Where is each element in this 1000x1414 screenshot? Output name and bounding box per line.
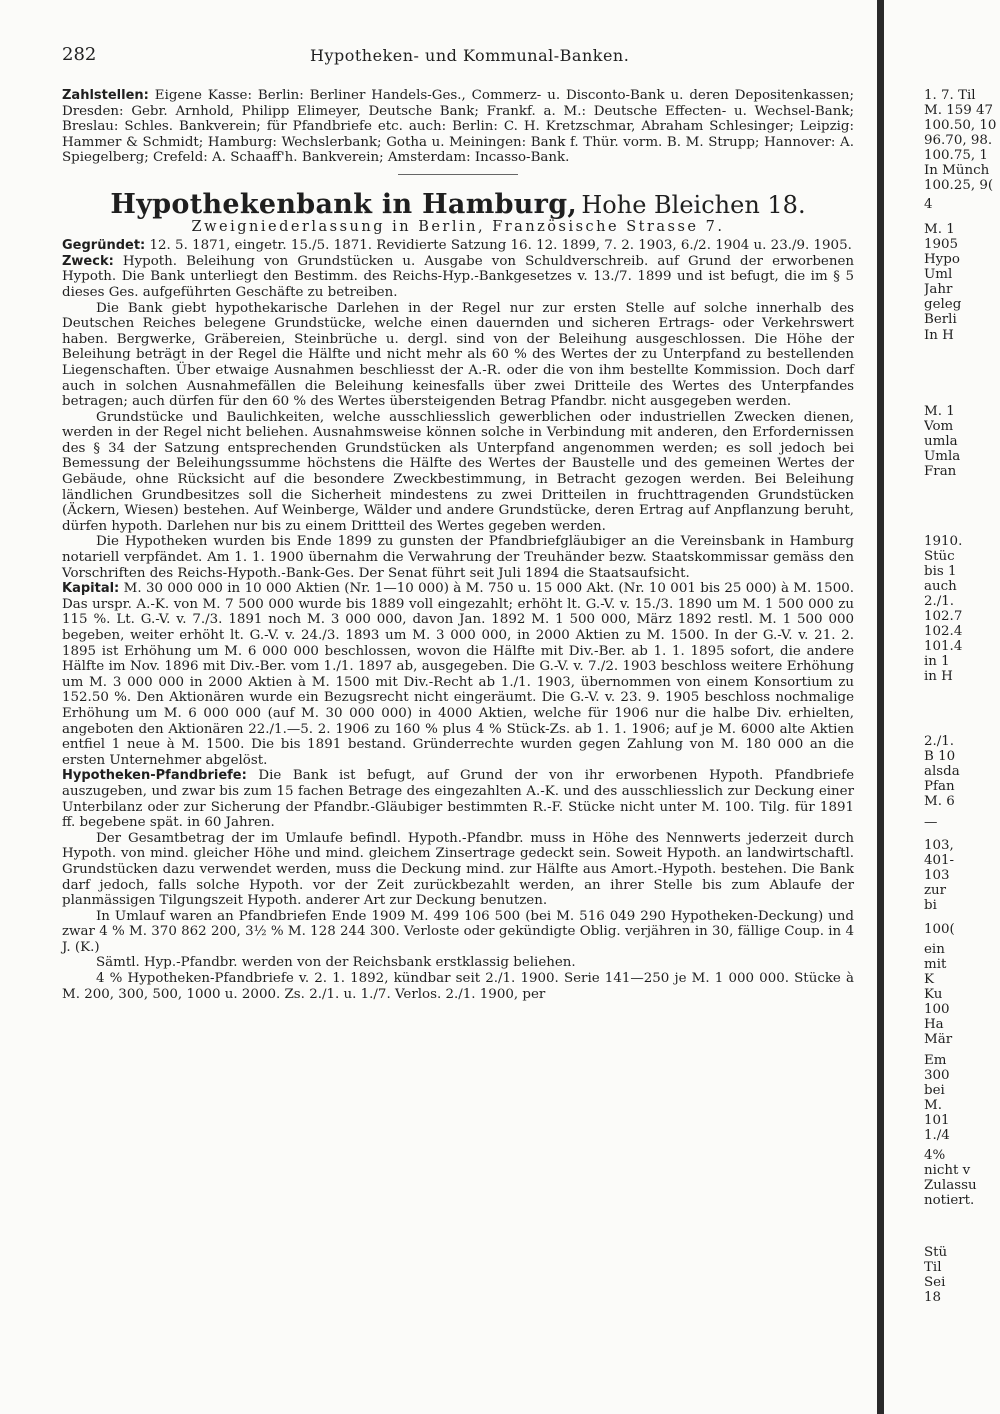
zweck-text: Hypoth. Beleihung von Grundstücken u. Ausgabe von Schuldverschreib. auf Grund der erworbenen Hypoth. Die Bank unterliegt den Bestimm. des Reichs-Hyp.-Bankgesetzes v. 13./7. 1899 und ist befugt, die im § 5 dieses Ges. aufgeführten Geschäfte zu betreiben. [62,253,854,300]
adjacent-page-fragment: bi [924,898,937,913]
kapital-text: M. 30 000 000 in 10 000 Aktien (Nr. 1—10 000) à M. 750 u. 15 000 Akt. (Nr. 10 001 bis 25 000) à M. 1500. Das urspr. A.-K. von M. 7 500 000 wurde bis 1889 voll eingezahlt; erhöht lt. G.-V. v. 15./3. 1890 um M. 1 500 000 zu 115 %. Lt. G.-V. v. 7./3. 1891 noch M. 3 000 000, davon Jan. 1892 M. 1 500 000, März 1892 restl. M. 1 500 000 begeben, weiter erhöht lt. G.-V. v. 24./3. 1893 um M. 3 000 000, in 2000 Aktien zu M. 1500. In der G.-V. v. 21. 2. 1895 ist Erhöhung um M. 6 000 000 beschlossen, wovon die Hälfte mit Div.-Ber. ab 1. 1. 1895 sofort, die andere Hälfte im Nov. 1896 mit Div.-Ber. vom 1./1. 1897 ab, ausgegeben. Die G.-V. v. 7./2. 1903 beschloss weitere Erhöhung um M. 3 000 000 in 2000 Aktien à M. 1500 mit Div.-Recht ab 1./1. 1903, übernommen von einem Konsortium zu 152.50 %. Den Aktionären wurde ein Bezugsrecht nicht eingeräumt. Die G.-V. v. 23. 9. 1905 beschloss nochmalige Erhöhung um M. 6 000 000 (auf M. 30 000 000) in 4000 Aktien, welche für 1906 nur die halbe Div. erhielten, angeboten den Aktionären 22./1.—5. 2. 1906 zu 160 % plus 4 % Stück-Zs. ab 1. 1. 1906; auf je M. 6000 alte Aktien entfiel 1 neue à M. 1500. Die bis 1891 bestand. Gründerrechte wurden gegen Zahlung von M. 180 000 an die ersten Unternehmer abgelöst. [62,581,854,768]
adjacent-page-fragment: M. 1 [924,404,955,419]
kapital-paragraph [62,581,854,768]
adjacent-page-fragment: Zulassu [924,1178,977,1193]
pfandbriefe-label: Hypotheken-Pfandbriefe: [62,768,247,784]
branch-line: Zweigniederlassung in Berlin, Französische Strasse 7. [191,218,725,235]
gegruendet-text: 12. 5. 1871, eingetr. 15./5. 1871. Revidierte Satzung 16. 12. 1899, 7. 2. 1903, 6./2. 1904 u. 23./9. 1905. [145,238,852,254]
adjacent-page-fragment: Til [924,1260,942,1275]
pfandbriefe-paragraph-3: In Umlauf waren an Pfandbriefen Ende 1909 M. 499 106 500 (bei M. 516 049 290 Hypotheken-Deckung) und zwar 4 % M. 370 862 200, 3½ % M. 128 244 300. Verloste oder gekündigte Oblig. verjähren in 30, fällige Coup. in 4 J. (K.) [62,908,854,955]
adjacent-page-fragment: 2./1. [924,594,955,609]
pfandbriefe-paragraph-5: 4 % Hypotheken-Pfandbriefe v. 2. 1. 1892, kündbar seit 2./1. 1900. Serie 141—250 je M. 1 000 000. Stücke à M. 200, 300, 500, 1000 u. 2000. Zs. 2./1. u. 1./7. Verlos. 2./1. 1900, per [62,971,854,1002]
pfandbriefe-paragraph [62,768,854,830]
running-title: Hypotheken- und Kommunal-Banken. [310,46,630,65]
zweck-label: Zweck: [62,253,114,269]
adjacent-page-fragment: 100.75, 1 [924,148,988,163]
adjacent-page-fragment: 1905 [924,237,959,252]
adjacent-page-fragment: Ku [924,987,943,1002]
pfandbriefe-paragraph-4: Sämtl. Hyp.-Pfandbr. werden von der Reichsbank erstklassig beliehen. [96,955,576,971]
adjacent-page-fragment: B 10 [924,749,956,764]
adjacent-page-fragment: M. 6 [924,794,955,809]
adjacent-page-fragment: bei [924,1083,945,1098]
adjacent-page-fragment: notiert. [924,1193,975,1208]
adjacent-page-fragment: Uml [924,267,953,282]
page-number: 282 [62,44,97,65]
adjacent-page-fragment: 18 [924,1290,942,1305]
adjacent-page-fragment: 1910. [924,534,963,549]
adjacent-page-fragment: In H [924,328,954,343]
adjacent-page-fragment: geleg [924,297,962,312]
section-divider [398,174,518,175]
gegruendet-paragraph [62,238,854,254]
adjacent-page-fragment: Fran [924,464,957,479]
adjacent-page-fragment: 103 [924,868,950,883]
adjacent-page-fragment: In Münch [924,163,990,178]
adjacent-page-fragment: 101.4 [924,639,963,654]
zweck-paragraph [62,254,854,301]
adjacent-page-fragment: 100( [924,922,955,937]
adjacent-page-fragment: in 1 [924,654,950,669]
zahlstellen-text: Eigene Kasse: Berlin: Berliner Handels-Ges., Commerz- u. Disconto-Bank u. deren Depositenkassen; Dresden: Gebr. Arnhold, Philipp Elimeyer, Deutsche Bank; Frankf. a. M.: Deutsche Effecten- u. Wechsel-Bank; Breslau: Schles. Bankverein; für Pfandbriefe etc. auch: Berlin: C. H. Kretzschmar, Abraham Schlesinger; Leipzig: Hammer & Schmidt; Hamburg: Wechslerbank; Gotha u. Meiningen: Bank f. Thür. vorm. B. M. Strupp; Hannover: A. Spiegelberg; Crefeld: A. Schaaff'h. Bankverein; Amsterdam: Incasso-Bank. [62,88,854,166]
bank-address: Hohe Bleichen 18. [581,190,806,219]
main-column [62,88,854,1002]
adjacent-page-fragment: 100.25, 9( [924,178,994,193]
section-heading [62,188,854,220]
adjacent-page-fragment: 1./4 [924,1128,950,1143]
adjacent-page-fragment: Stüc [924,549,955,564]
adjacent-page-fragment: Berli [924,312,957,327]
adjacent-page-fragment: in H [924,669,953,684]
zahlstellen-paragraph [62,88,854,166]
adjacent-page-fragment: ein [924,942,945,957]
adjacent-page-fragment: 102.7 [924,609,963,624]
bank-title: Hypothekenbank in Hamburg, [110,188,578,220]
adjacent-page-fragment: Em [924,1053,947,1068]
adjacent-page-fragment: umla [924,434,958,449]
adjacent-page-fragment: auch [924,579,957,594]
adjacent-page-fragment: M. 159 47 [924,103,994,118]
adjacent-page-fragment: 103, [924,838,954,853]
adjacent-page-fragment: Hypo [924,252,960,267]
gegruendet-label: Gegründet: [62,238,146,254]
adjacent-page-fragment: Mär [924,1032,953,1047]
adjacent-page-fragment: — [924,815,938,830]
adjacent-page-fragment: Pfan [924,779,955,794]
adjacent-page-fragment: mit [924,957,947,972]
adjacent-page-fragment: 102.4 [924,624,963,639]
adjacent-page-fragment: M. 1 [924,222,955,237]
adjacent-page-fragment: 4 [924,197,933,212]
binding-gutter [877,0,884,1414]
adjacent-page-fragment: 101 [924,1113,950,1128]
page-header [62,44,852,72]
zahlstellen-label: Zahlstellen: [62,88,149,103]
adjacent-page-fragment: nicht v [924,1163,971,1178]
kapital-label: Kapital: [62,581,120,597]
adjacent-page-fragment: 100 [924,1002,950,1017]
adjacent-page-fragment: alsda [924,764,960,779]
adjacent-page-fragment: Stü [924,1245,948,1260]
zweck-paragraph-4: Die Hypotheken wurden bis Ende 1899 zu gunsten der Pfandbriefgläubiger an die Vereinsbank in Hamburg notariell verpfändet. Am 1. 1. 1900 übernahm die Verwahrung der Treuhänder bezw. Staatskommissar gemäss den Vorschriften des Reichs-Hypoth.-Bank-Ges. Der Senat führt seit Juli 1894 die Staatsaufsicht. [62,534,854,581]
adjacent-page-fragment: 2./1. [924,734,955,749]
adjacent-page-fragment: Ha [924,1017,944,1032]
adjacent-page-fragment: 300 [924,1068,950,1083]
adjacent-page-column [924,0,1000,1414]
adjacent-page-fragment: Vom [924,419,954,434]
zweck-paragraph-2: Die Bank giebt hypothekarische Darlehen in der Regel nur zur ersten Stelle auf solche innerhalb des Deutschen Reiches belegene Grundstücke, welche einen dauernden und sicheren Ertrags- oder Verkehrswert haben. Bergwerke, Gräbereien, Steinbrüche u. dergl. sind von der Beleihung ausgeschlossen. Die Höhe der Beleihung beträgt in der Regel die Hälfte und nicht mehr als 60 % des Wertes der zu Unterpfand zu bestellenden Liegenschaften. Über etwaige Ausnahmen beschliesst der A.-R. oder die von ihm bestellte Kommission. Doch darf auch in solchen Ausnahmefällen die Beleihung keinesfalls über zwei Dritteile des Wertes des Unterpfandes betragen; auch dürfen für den 60 % des Wertes übersteigenden Betrag Pfandbr. nicht ausgegeben werden. [62,300,854,410]
adjacent-page-fragment: zur [924,883,947,898]
adjacent-page-fragment: Umla [924,449,961,464]
zweck-paragraph-3: Grundstücke und Baulichkeiten, welche ausschliesslich gewerblichen oder industriellen Zwecken dienen, werden in der Regel nicht beliehen. Ausnahmsweise können solche in Verbindung mit anderen, den Erfordernissen des § 34 der Satzung entsprechenden Grundstücken als Unterpfand angenommen werden; es soll jedoch bei Bemessung der Beleihungssumme höchstens die Hälfte des Wertes der Baustelle und des gemeinen Wertes der Gebäude, ohne Rücksicht auf die besondere Zweckbestimmung, in Betracht gezogen werden. Bei Beleihung ländlichen Grundbesitzes soll die Sicherheit mindestens zu zwei Dritteilen in fruchttragenden Grundstücken (Äckern, Wiesen) bestehen. Auf Weinberge, Wälder und andere Grundstücke, deren Ertrag auf Anpflanzung beruht, dürfen hypoth. Darlehen nur bis zu einem Drittteil des Wertes gegeben werden. [62,409,854,534]
adjacent-page-fragment: Jahr [924,282,953,297]
adjacent-page-fragment: 401- [924,853,955,868]
adjacent-page-fragment: bis 1 [924,564,957,579]
adjacent-page-fragment: 96.70, 98. [924,133,993,148]
adjacent-page-fragment: Sei [924,1275,946,1290]
adjacent-page-fragment: M. [924,1098,942,1113]
adjacent-page-fragment: 1. 7. Til [924,88,976,103]
pfandbriefe-paragraph-2: Der Gesamtbetrag der im Umlaufe befindl. Hypoth.-Pfandbr. muss in Höhe des Nennwerts jederzeit durch Hypoth. von mind. gleicher Höhe und mind. gleichem Zinsertrage gedeckt sein. Soweit Hypoth. an landwirtschaftl. Grundstücken dazu verwendet werden, muss die Deckung mind. zur Hälfte aus Amort.-Hypoth. bestehen. Die Bank darf jedoch, falls solche Hypoth. vor der Zeit zurückbezahlt werden, an ihrer Stelle bis zum Ablaufe der planmässigen Tilgungszeit Hypoth. anderer Art zur Deckung benutzen. [62,830,854,909]
adjacent-page-fragment: 100.50, 10 [924,118,997,133]
adjacent-page-fragment: K [924,972,935,987]
adjacent-page-fragment: 4% [924,1148,946,1163]
pfandbriefe-text: Die Bank ist befugt, auf Grund der von ihr erworbenen Hypoth. Pfandbriefe auszugeben, und zwar bis zum 15 fachen Betrage des eingezahlten A.-K. und des ausschliesslich zur Deckung einer Unterbilanz oder zur Sicherung der Pfandbr.-Gläubiger bestimmten R.-F. Stücke nicht unter M. 100. Tilg. für 1891 ff. begebene spät. in 60 Jahren. [62,768,854,831]
